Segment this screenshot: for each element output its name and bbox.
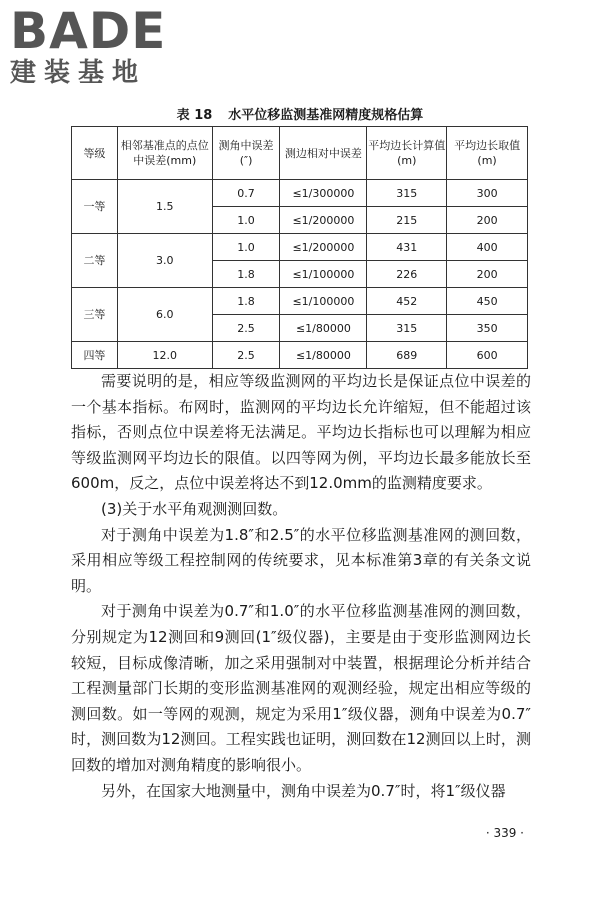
side-cell: ≤1/80000: [280, 342, 367, 369]
table-row: [72, 288, 528, 315]
paragraph: 另外，在国家大地测量中，测角中误差为0.7″时，将1″级仪器: [101, 781, 506, 800]
header-angle-error: 测角中误差(″): [212, 127, 280, 180]
calc-cell: 315: [367, 180, 447, 207]
table-row: [72, 234, 528, 261]
calc-cell: 452: [367, 288, 447, 315]
calc-cell: 226: [367, 261, 447, 288]
calc-cell: 431: [367, 234, 447, 261]
value-cell: 400: [447, 234, 528, 261]
value-cell: 300: [447, 180, 528, 207]
table-number: 表 18: [176, 108, 213, 123]
header-side-error: 测边相对中误差: [280, 127, 367, 180]
paragraph: (3)关于水平角观测测回数。: [101, 499, 288, 518]
angle-cell: 1.8: [212, 261, 280, 288]
header-avg-value: 平均边长取值(m): [447, 127, 528, 180]
point-error-cell: 3.0: [117, 234, 212, 288]
value-cell: 200: [447, 261, 528, 288]
side-cell: ≤1/200000: [280, 234, 367, 261]
angle-cell: 2.5: [212, 315, 280, 342]
side-cell: ≤1/200000: [280, 207, 367, 234]
logo-subtitle: 建装基地: [10, 58, 147, 88]
angle-cell: 0.7: [212, 180, 280, 207]
grade-cell: 一等: [72, 180, 118, 234]
grade-cell: 四等: [72, 342, 118, 369]
paragraph: 对于测角中误差为0.7″和1.0″的水平位移监测基准网的测回数，分别规定为12测回和9测回(1″级仪器)，主要是由于变形监测网边长较短，目标成像清晰，加之采用强制对中装置，根据理论分析并结合工程测量部门长期的变形监测基准网的观测经验，规定出相应等级的测回数。如一等网的观测，规定为采用1″级仪器，测角中误差为0.7″时，测回数为12测回。工程实践也证明，测回数在12测回以上时，测回数的增加对测角精度的影响很小。: [71, 602, 531, 774]
precision-table: [71, 126, 528, 369]
header-grade: 等级: [72, 127, 118, 180]
side-cell: ≤1/100000: [280, 288, 367, 315]
grade-cell: 二等: [72, 234, 118, 288]
calc-cell: 689: [367, 342, 447, 369]
side-cell: ≤1/100000: [280, 261, 367, 288]
point-error-cell: 12.0: [117, 342, 212, 369]
body-text: [71, 369, 531, 804]
table-header-row: [72, 127, 528, 180]
angle-cell: 1.8: [212, 288, 280, 315]
paragraph: 需要说明的是，相应等级监测网的平均边长是保证点位中误差的一个基本指标。布网时，监测网的平均边长允许缩短，但不能超过该指标，否则点位中误差将无法满足。平均边长指标也可以理解为相应等级监测网平均边长的限值。以四等网为例，平均边长最多能放长至600m，反之，点位中误差将达不到12.0mm的监测精度要求。: [71, 372, 531, 493]
side-cell: ≤1/300000: [280, 180, 367, 207]
table-caption: [0, 104, 600, 123]
bade-logo: [10, 6, 180, 88]
calc-cell: 215: [367, 207, 447, 234]
angle-cell: 2.5: [212, 342, 280, 369]
grade-cell: 三等: [72, 288, 118, 342]
point-error-cell: 1.5: [117, 180, 212, 234]
point-error-cell: 6.0: [117, 288, 212, 342]
angle-cell: 1.0: [212, 234, 280, 261]
header-avg-calc: 平均边长计算值(m): [367, 127, 447, 180]
header-point-error: 相邻基准点的点位中误差(mm): [117, 127, 212, 180]
paragraph: 对于测角中误差为1.8″和2.5″的水平位移监测基准网的测回数，采用相应等级工程控制网的传统要求，见本标准第3章的有关条文说明。: [71, 525, 531, 595]
table-title: 水平位移监测基准网精度规格估算: [228, 108, 424, 123]
page-number: · 339 ·: [485, 826, 524, 840]
calc-cell: 315: [367, 315, 447, 342]
value-cell: 450: [447, 288, 528, 315]
value-cell: 200: [447, 207, 528, 234]
side-cell: ≤1/80000: [280, 315, 367, 342]
logo-wordmark: BADE: [10, 6, 167, 56]
angle-cell: 1.0: [212, 207, 280, 234]
table-row: [72, 180, 528, 207]
value-cell: 350: [447, 315, 528, 342]
value-cell: 600: [447, 342, 528, 369]
table-row: [72, 342, 528, 369]
